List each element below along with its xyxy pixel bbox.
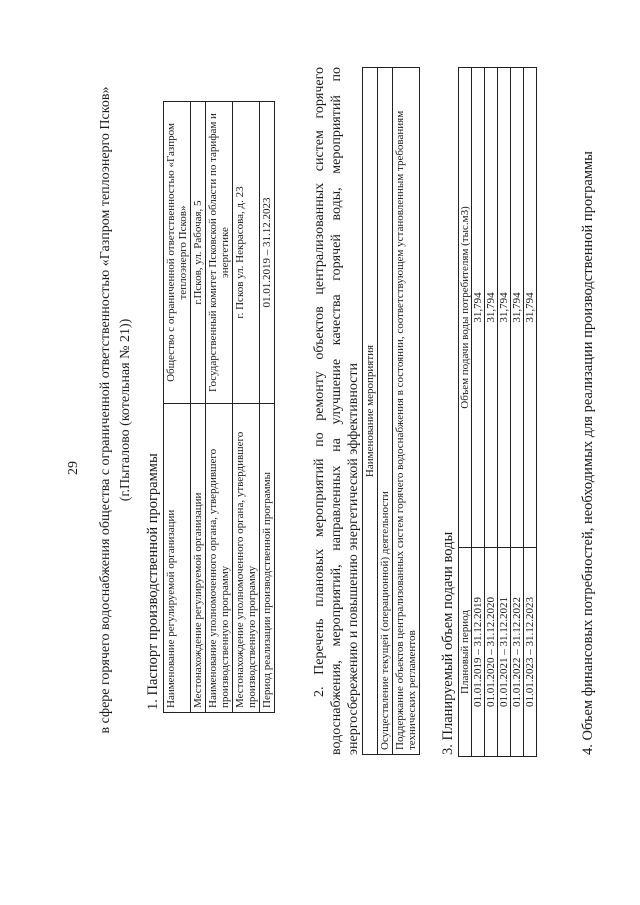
section3-heading: 3. Планируемый объем подачи воды: [440, 531, 456, 755]
program-passport-table: [163, 101, 275, 713]
table-row: [206, 102, 233, 713]
period-cell: 01.01.2023 – 31.12.2023: [524, 548, 537, 757]
volume-cell: 31,794: [472, 68, 485, 548]
volume-column-header: Объем подачи воды потребителям (тыс.м3): [459, 68, 472, 548]
passport-label: Наименование уполномоченного органа, утвердившего производственную программу: [206, 404, 233, 713]
volume-cell: 31,794: [485, 68, 498, 548]
passport-value: г.Псков, ул. Рабочая, 5: [191, 102, 206, 404]
page-number: 29: [66, 461, 81, 475]
table-row: [524, 68, 537, 757]
table-row: [191, 102, 206, 713]
passport-value: 01.01.2019 – 31.12.2023: [260, 102, 275, 404]
measure-item: Осуществление текущей (операционной) деятельности: [378, 68, 393, 755]
measures-header: Наименование мероприятия: [363, 68, 378, 755]
table-row: [393, 68, 420, 755]
water-volume-table: [458, 67, 537, 757]
document-title: в сфере горячего водоснабжения общества с ограниченной ответственностью «Газпром теплоэнерго Псков»: [98, 86, 113, 734]
table-row: [485, 68, 498, 757]
table-row: [498, 68, 511, 757]
passport-value: Государственный комитет Псковской области по тарифам и энергетике: [206, 102, 233, 404]
period-column-header: Плановый период: [459, 548, 472, 757]
passport-label: Местонахождение уполномоченного органа, утвердившего производственную программу: [233, 404, 260, 713]
period-cell: 01.01.2022 – 31.12.2022: [511, 548, 524, 757]
period-cell: 01.01.2019 – 31.12.2019: [472, 548, 485, 757]
period-cell: 01.01.2020 – 31.12.2020: [485, 548, 498, 757]
section2-paragraph: 2. Перечень плановых мероприятий по ремонту объектов централизованных систем горячего водоснабжения, мероприятий, направленных на улучшение качества горячей воды, мероприятий по энергосбережению и повышению энергетической эффективности: [312, 67, 361, 755]
period-cell: 01.01.2021 – 31.12.2021: [498, 548, 511, 757]
measure-item: Поддержание объектов централизованных систем горячего водоснабжения в состоянии, соответствующем установленным требованиям технических регламентов: [393, 68, 420, 755]
section1-heading: 1. Паспорт производственной программы: [145, 453, 161, 710]
passport-label: Местонахождение регулируемой организации: [191, 404, 206, 713]
passport-label: Период реализации производственной программы: [260, 404, 275, 713]
volume-cell: 31,794: [498, 68, 511, 548]
passport-label: Наименование регулируемой организации: [164, 404, 191, 713]
passport-value: г. Псков ул. Некрасова, д. 23: [233, 102, 260, 404]
document-subtitle: (г.Пыталово (котельная № 21)): [118, 318, 133, 502]
table-row: [233, 102, 260, 713]
passport-value: Общество с ограниченной ответственностью «Газпром теплоэнерго Псков»: [164, 102, 191, 404]
measures-table: [362, 67, 420, 755]
section4-heading: 4. Объем финансовых потребностей, необходимых для реализации производственной программы: [580, 151, 596, 755]
table-header-row: [363, 68, 378, 755]
table-row: [472, 68, 485, 757]
table-row: [511, 68, 524, 757]
table-header-row: [459, 68, 472, 757]
table-row: [164, 102, 191, 713]
volume-cell: 31,794: [524, 68, 537, 548]
volume-cell: 31,794: [511, 68, 524, 548]
table-row: [260, 102, 275, 713]
table-row: [378, 68, 393, 755]
